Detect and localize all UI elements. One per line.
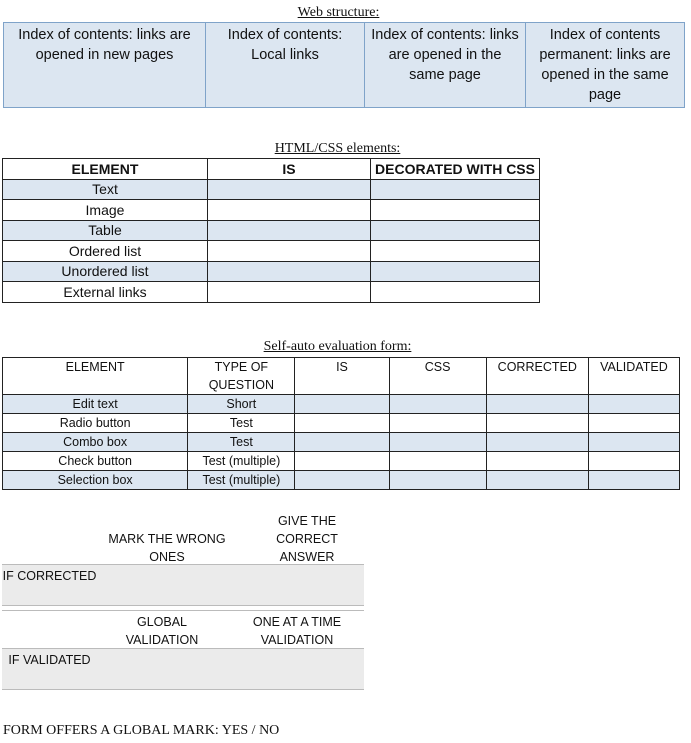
table-row bbox=[3, 471, 680, 490]
self-eval-element-cell: Combo box bbox=[3, 433, 188, 452]
self-eval-header-corrected: CORRECTED bbox=[486, 358, 588, 395]
self-eval-element-cell: Radio button bbox=[3, 414, 188, 433]
give-correct-header: GIVE THE CORRECT ANSWER bbox=[276, 514, 338, 564]
self-eval-validated-cell bbox=[588, 452, 679, 471]
self-eval-is-cell bbox=[295, 452, 389, 471]
table-row bbox=[3, 179, 540, 200]
table-row bbox=[3, 452, 680, 471]
web-structure-cell: Index of contents: links are opened in new pages bbox=[4, 23, 206, 108]
table-row bbox=[3, 261, 540, 282]
if-validated-row bbox=[2, 648, 364, 690]
html-css-header-css: DECORATED WITH CSS bbox=[371, 159, 540, 180]
self-eval-element-cell: Selection box bbox=[3, 471, 188, 490]
self-eval-validated-cell bbox=[588, 433, 679, 452]
html-css-css-cell bbox=[371, 241, 540, 262]
html-css-element-cell: External links bbox=[3, 282, 208, 303]
html-css-element-cell: Image bbox=[3, 200, 208, 221]
self-eval-header-css: CSS bbox=[389, 358, 486, 395]
html-css-title: HTML/CSS elements: bbox=[274, 141, 401, 156]
one-at-a-time-header: ONE AT A TIME VALIDATION bbox=[252, 615, 342, 647]
self-eval-corrected-cell bbox=[486, 471, 588, 490]
web-structure-row bbox=[4, 23, 685, 108]
self-eval-header-type: TYPE OF QUESTION bbox=[188, 358, 295, 395]
self-eval-element-cell: Check button bbox=[3, 452, 188, 471]
self-eval-validated-cell bbox=[588, 471, 679, 490]
self-eval-corrected-cell bbox=[486, 452, 588, 471]
global-mark-text: FORM OFFERS A GLOBAL MARK: YES / NO bbox=[3, 723, 280, 738]
self-eval-validated-cell bbox=[588, 414, 679, 433]
web-structure-cell: Index of contents: Local links bbox=[206, 23, 365, 108]
table-row bbox=[3, 395, 680, 414]
self-eval-title: Self-auto evaluation form: bbox=[263, 339, 412, 354]
if-corrected-row bbox=[2, 564, 364, 606]
matrix-header-row bbox=[2, 512, 364, 566]
self-eval-header-element: ELEMENT bbox=[3, 358, 188, 395]
html-css-element-cell: Unordered list bbox=[3, 261, 208, 282]
self-eval-is-cell bbox=[295, 471, 389, 490]
table-row bbox=[3, 200, 540, 221]
self-eval-type-cell: Test (multiple) bbox=[188, 471, 295, 490]
html-css-element-cell: Ordered list bbox=[3, 241, 208, 262]
table-row bbox=[3, 414, 680, 433]
web-structure-title: Web structure: bbox=[297, 5, 380, 20]
html-css-css-cell bbox=[371, 220, 540, 241]
self-eval-css-cell bbox=[389, 433, 486, 452]
self-eval-is-cell bbox=[295, 433, 389, 452]
html-css-element-cell: Text bbox=[3, 179, 208, 200]
self-eval-header-is: IS bbox=[295, 358, 389, 395]
self-eval-css-cell bbox=[389, 414, 486, 433]
web-structure-cell: Index of contents permanent: links are opened in the same page bbox=[526, 23, 685, 108]
html-css-header-is: IS bbox=[208, 159, 371, 180]
html-css-element-cell: Table bbox=[3, 220, 208, 241]
mark-wrong-header: MARK THE WRONG ONES bbox=[108, 532, 226, 564]
global-validation-header: GLOBAL VALIDATION bbox=[125, 615, 199, 647]
table-row bbox=[3, 241, 540, 262]
web-structure-table bbox=[3, 22, 685, 108]
self-eval-type-cell: Short bbox=[188, 395, 295, 414]
self-eval-is-cell bbox=[295, 395, 389, 414]
html-css-css-cell bbox=[371, 179, 540, 200]
html-css-is-cell bbox=[208, 261, 371, 282]
table-row bbox=[3, 282, 540, 303]
self-eval-corrected-cell bbox=[486, 395, 588, 414]
self-eval-css-cell bbox=[389, 452, 486, 471]
if-validated-label: IF VALIDATED bbox=[8, 653, 91, 667]
matrix-validation-header-row bbox=[2, 610, 364, 651]
html-css-header-row bbox=[3, 159, 540, 180]
self-eval-css-cell bbox=[389, 395, 486, 414]
html-css-css-cell bbox=[371, 200, 540, 221]
table-row bbox=[3, 220, 540, 241]
self-eval-corrected-cell bbox=[486, 433, 588, 452]
self-eval-header-validated: VALIDATED bbox=[588, 358, 679, 395]
self-eval-validated-cell bbox=[588, 395, 679, 414]
html-css-css-cell bbox=[371, 282, 540, 303]
html-css-is-cell bbox=[208, 282, 371, 303]
self-eval-type-cell: Test bbox=[188, 433, 295, 452]
if-corrected-label: IF CORRECTED bbox=[2, 569, 97, 583]
self-eval-type-cell: Test bbox=[188, 414, 295, 433]
html-css-is-cell bbox=[208, 200, 371, 221]
self-eval-element-cell: Edit text bbox=[3, 395, 188, 414]
html-css-table bbox=[2, 158, 540, 303]
self-eval-is-cell bbox=[295, 414, 389, 433]
self-eval-header-row bbox=[3, 358, 680, 395]
self-eval-css-cell bbox=[389, 471, 486, 490]
self-eval-type-cell: Test (multiple) bbox=[188, 452, 295, 471]
self-eval-corrected-cell bbox=[486, 414, 588, 433]
web-structure-cell: Index of contents: links are opened in the same page bbox=[365, 23, 526, 108]
html-css-is-cell bbox=[208, 241, 371, 262]
self-eval-table bbox=[2, 357, 680, 490]
html-css-css-cell bbox=[371, 261, 540, 282]
html-css-is-cell bbox=[208, 179, 371, 200]
table-row bbox=[3, 433, 680, 452]
html-css-is-cell bbox=[208, 220, 371, 241]
html-css-header-element: ELEMENT bbox=[3, 159, 208, 180]
